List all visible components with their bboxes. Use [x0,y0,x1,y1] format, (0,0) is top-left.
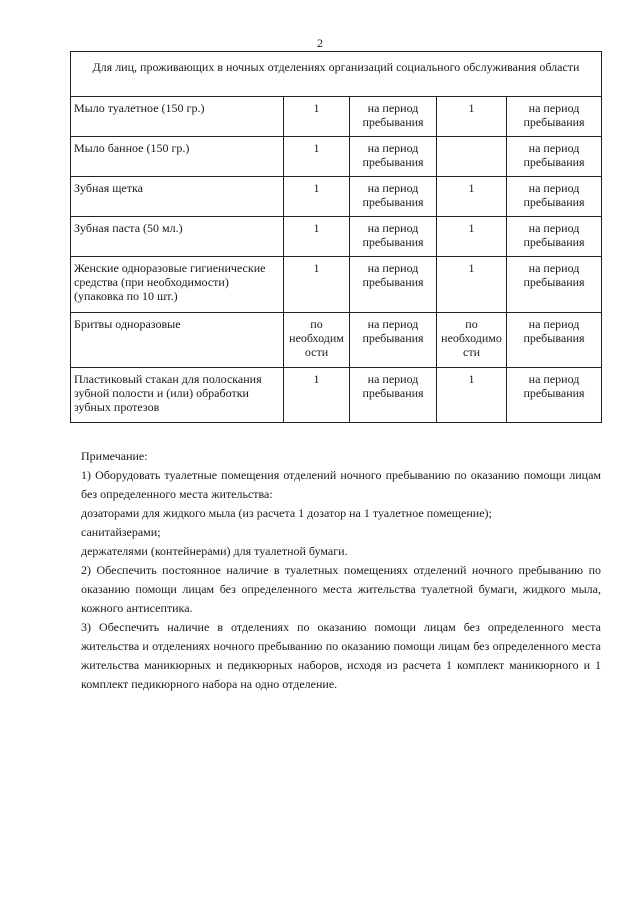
table-row [71,217,602,257]
item-name: Бритвы одноразовые [71,313,284,368]
period-1: на период пребывания [350,177,437,217]
table-row [71,313,602,368]
quantity-1: 1 [284,177,350,217]
table-header: Для лиц, проживающих в ночных отделениях организаций социального обслуживания области [71,52,602,97]
quantity-2 [437,137,507,177]
quantity-2: по необходимо сти [437,313,507,368]
quantity-1: по необходим ости [284,313,350,368]
quantity-2: 1 [437,217,507,257]
table-header-row [71,52,602,97]
quantity-2: 1 [437,177,507,217]
note-item-2: 2) Обеспечить постоянное наличие в туалетных помещениях отделений ночного пребыванию по оказанию помощи лицам без определенного места жительства туалетной бумаги, жидкого мыла, кожного антисептика. [81,563,601,615]
period-2: на период пребывания [507,97,602,137]
item-name: Мыло банное (150 гр.) [71,137,284,177]
quantity-1: 1 [284,137,350,177]
quantity-1: 1 [284,368,350,423]
period-1: на период пребывания [350,313,437,368]
item-name: Зубная щетка [71,177,284,217]
hygiene-items-table [70,51,602,423]
table-row [71,97,602,137]
period-2: на период пребывания [507,368,602,423]
table-row [71,137,602,177]
quantity-2: 1 [437,368,507,423]
item-name: Женские одноразовые гигиенические средства (при необходимости) (упаковка по 10 шт.) [71,257,284,313]
quantity-2: 1 [437,97,507,137]
period-1: на период пребывания [350,97,437,137]
note-item-1-b: санитайзерами; [81,525,161,539]
period-2: на период пребывания [507,217,602,257]
period-1: на период пребывания [350,217,437,257]
note-item-3: 3) Обеспечить наличие в отделениях по оказанию помощи лицам без определенного места жительства и отделениях ночного пребыванию по оказанию помощи лицам без определенного места жительства маникюрных и педикюрных наборов, исходя из расчета 1 комплект маникюрного и 1 комплект педикюрного набора на одно отделение. [81,620,601,691]
notes-section [81,447,601,694]
table-row [71,257,602,313]
quantity-1: 1 [284,257,350,313]
quantity-1: 1 [284,97,350,137]
notes-title: Примечание: [81,449,148,463]
period-2: на период пребывания [507,177,602,217]
period-2: на период пребывания [507,137,602,177]
quantity-2: 1 [437,257,507,313]
period-2: на период пребывания [507,313,602,368]
note-item-1-c: держателями (контейнерами) для туалетной бумаги. [81,544,348,558]
quantity-1: 1 [284,217,350,257]
table-row [71,368,602,423]
page-number: 2 [317,36,323,50]
period-1: на период пребывания [350,368,437,423]
table-row [71,177,602,217]
item-name: Пластиковый стакан для полоскания зубной полости и (или) обработки зубных протезов [71,368,284,423]
item-name: Зубная паста (50 мл.) [71,217,284,257]
note-item-1-a: дозаторами для жидкого мыла (из расчета 1 дозатор на 1 туалетное помещение); [81,506,492,520]
period-1: на период пребывания [350,257,437,313]
item-name: Мыло туалетное (150 гр.) [71,97,284,137]
period-1: на период пребывания [350,137,437,177]
note-item-1: 1) Оборудовать туалетные помещения отделений ночного пребыванию по оказанию помощи лицам без определенного места жительства: [81,468,601,501]
period-2: на период пребывания [507,257,602,313]
